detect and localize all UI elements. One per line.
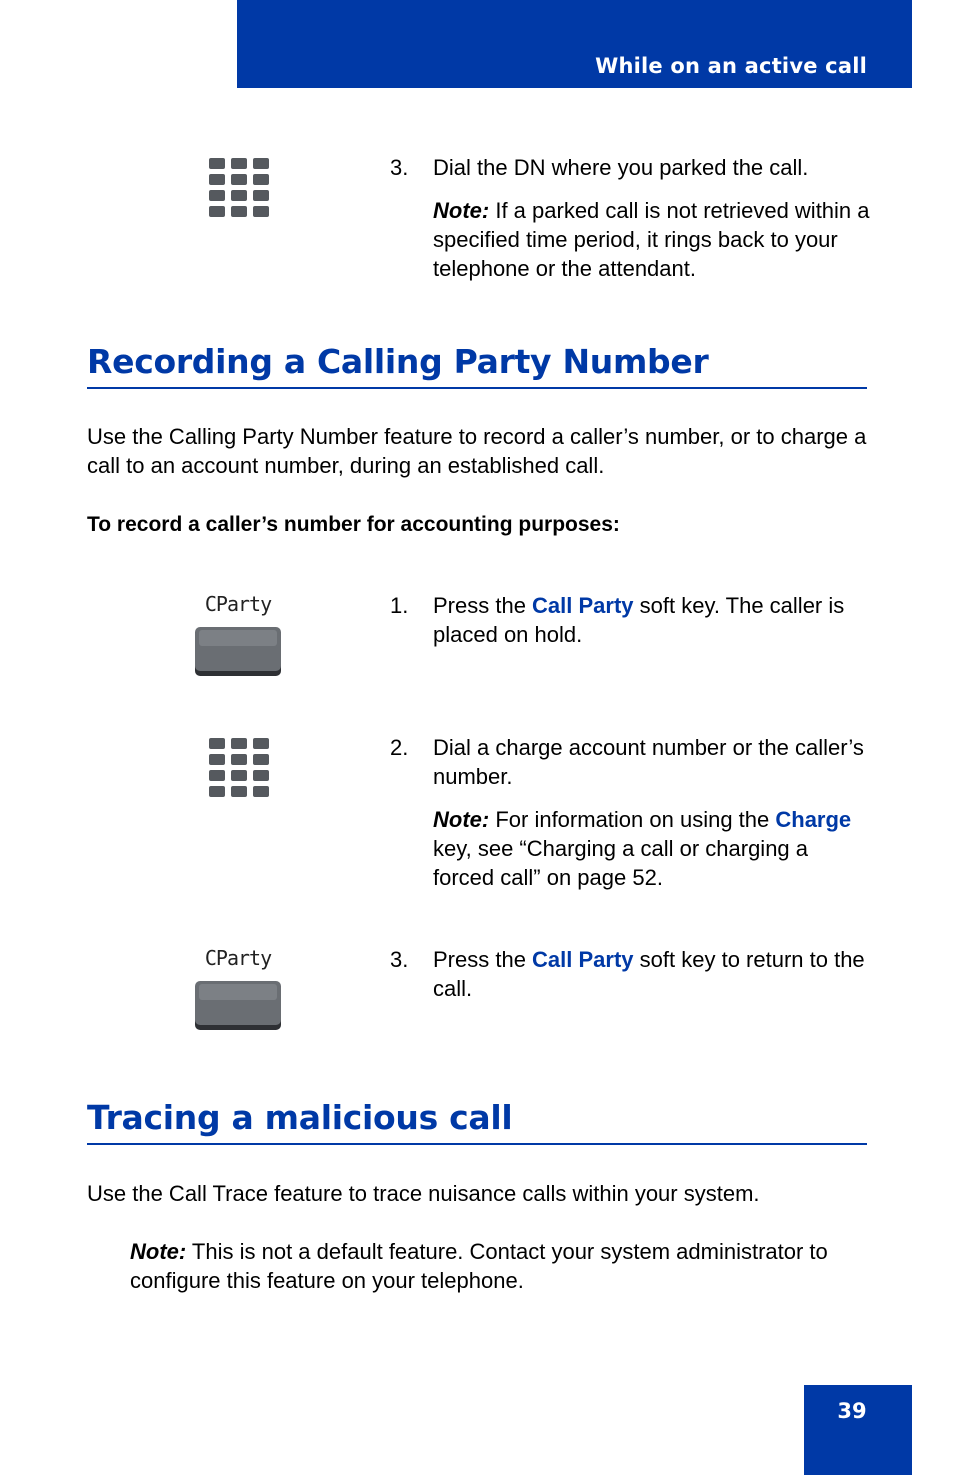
note-text-pre: For information on using the <box>489 807 776 832</box>
step-text-post: soft key to return to the call. <box>433 947 865 1001</box>
header-bar <box>237 0 912 88</box>
note-label: Note: <box>433 198 490 223</box>
running-header-title: While on an active call <box>595 54 867 78</box>
step-text <box>433 945 870 1003</box>
note-text: This is not a default feature. Contact your system administrator to configure this feature on your telephone. <box>130 1239 828 1293</box>
softkey-button-icon <box>192 980 284 1032</box>
step-note <box>433 196 870 283</box>
step-text-pre: Press the <box>433 593 533 618</box>
step-press-call-party-3 <box>390 945 870 1003</box>
step-text: Dial a charge account number or the caller’s number. <box>433 735 864 789</box>
step-number: 3. <box>390 155 409 180</box>
step-text <box>433 591 870 649</box>
section-title-recording: Recording a Calling Party Number <box>87 342 867 389</box>
step-dial-charge-account <box>390 733 870 892</box>
step-text-pre: Press the <box>433 947 533 972</box>
note-label: Note: <box>433 807 490 832</box>
note-text: If a parked call is not retrieved within a specified time period, it rings back to your telephone or the attendant. <box>433 198 870 281</box>
section-title-tracing: Tracing a malicious call <box>87 1098 867 1145</box>
section-intro-recording: Use the Calling Party Number feature to record a caller’s number, or to charge a call to an account number, during an established call. <box>87 424 867 478</box>
cparty-softkey[interactable] <box>192 592 284 678</box>
page-number: 39 <box>837 1399 867 1423</box>
softkey-label: CParty <box>204 946 272 970</box>
step-note <box>433 805 870 892</box>
procedure-heading: To record a caller’s number for accounting purposes: <box>87 513 620 536</box>
step-text: Dial the DN where you parked the call. <box>433 155 809 180</box>
step-dial-dn <box>390 153 870 283</box>
softkey-button-icon <box>192 626 284 678</box>
keypad-icon <box>208 158 270 220</box>
softkey-name: Call Party <box>532 593 634 618</box>
step-number: 1. <box>390 593 409 618</box>
note-text-post: key, see “Charging a call or charging a forced call” on page 52. <box>433 836 809 890</box>
softkey-label: CParty <box>204 592 272 616</box>
cparty-softkey[interactable] <box>192 946 284 1032</box>
step-number: 3. <box>390 947 409 972</box>
step-text-post: soft key. The caller is placed on hold. <box>433 593 845 647</box>
keypad-icon <box>208 738 270 800</box>
tracing-note <box>130 1237 870 1295</box>
section-intro-tracing: Use the Call Trace feature to trace nuisance calls within your system. <box>87 1181 760 1206</box>
page-number-box <box>804 1385 912 1475</box>
step-number: 2. <box>390 735 409 760</box>
note-label: Note: <box>130 1239 187 1264</box>
step-press-call-party-1 <box>390 591 870 649</box>
charge-key-name: Charge <box>775 807 852 832</box>
softkey-name: Call Party <box>532 947 634 972</box>
